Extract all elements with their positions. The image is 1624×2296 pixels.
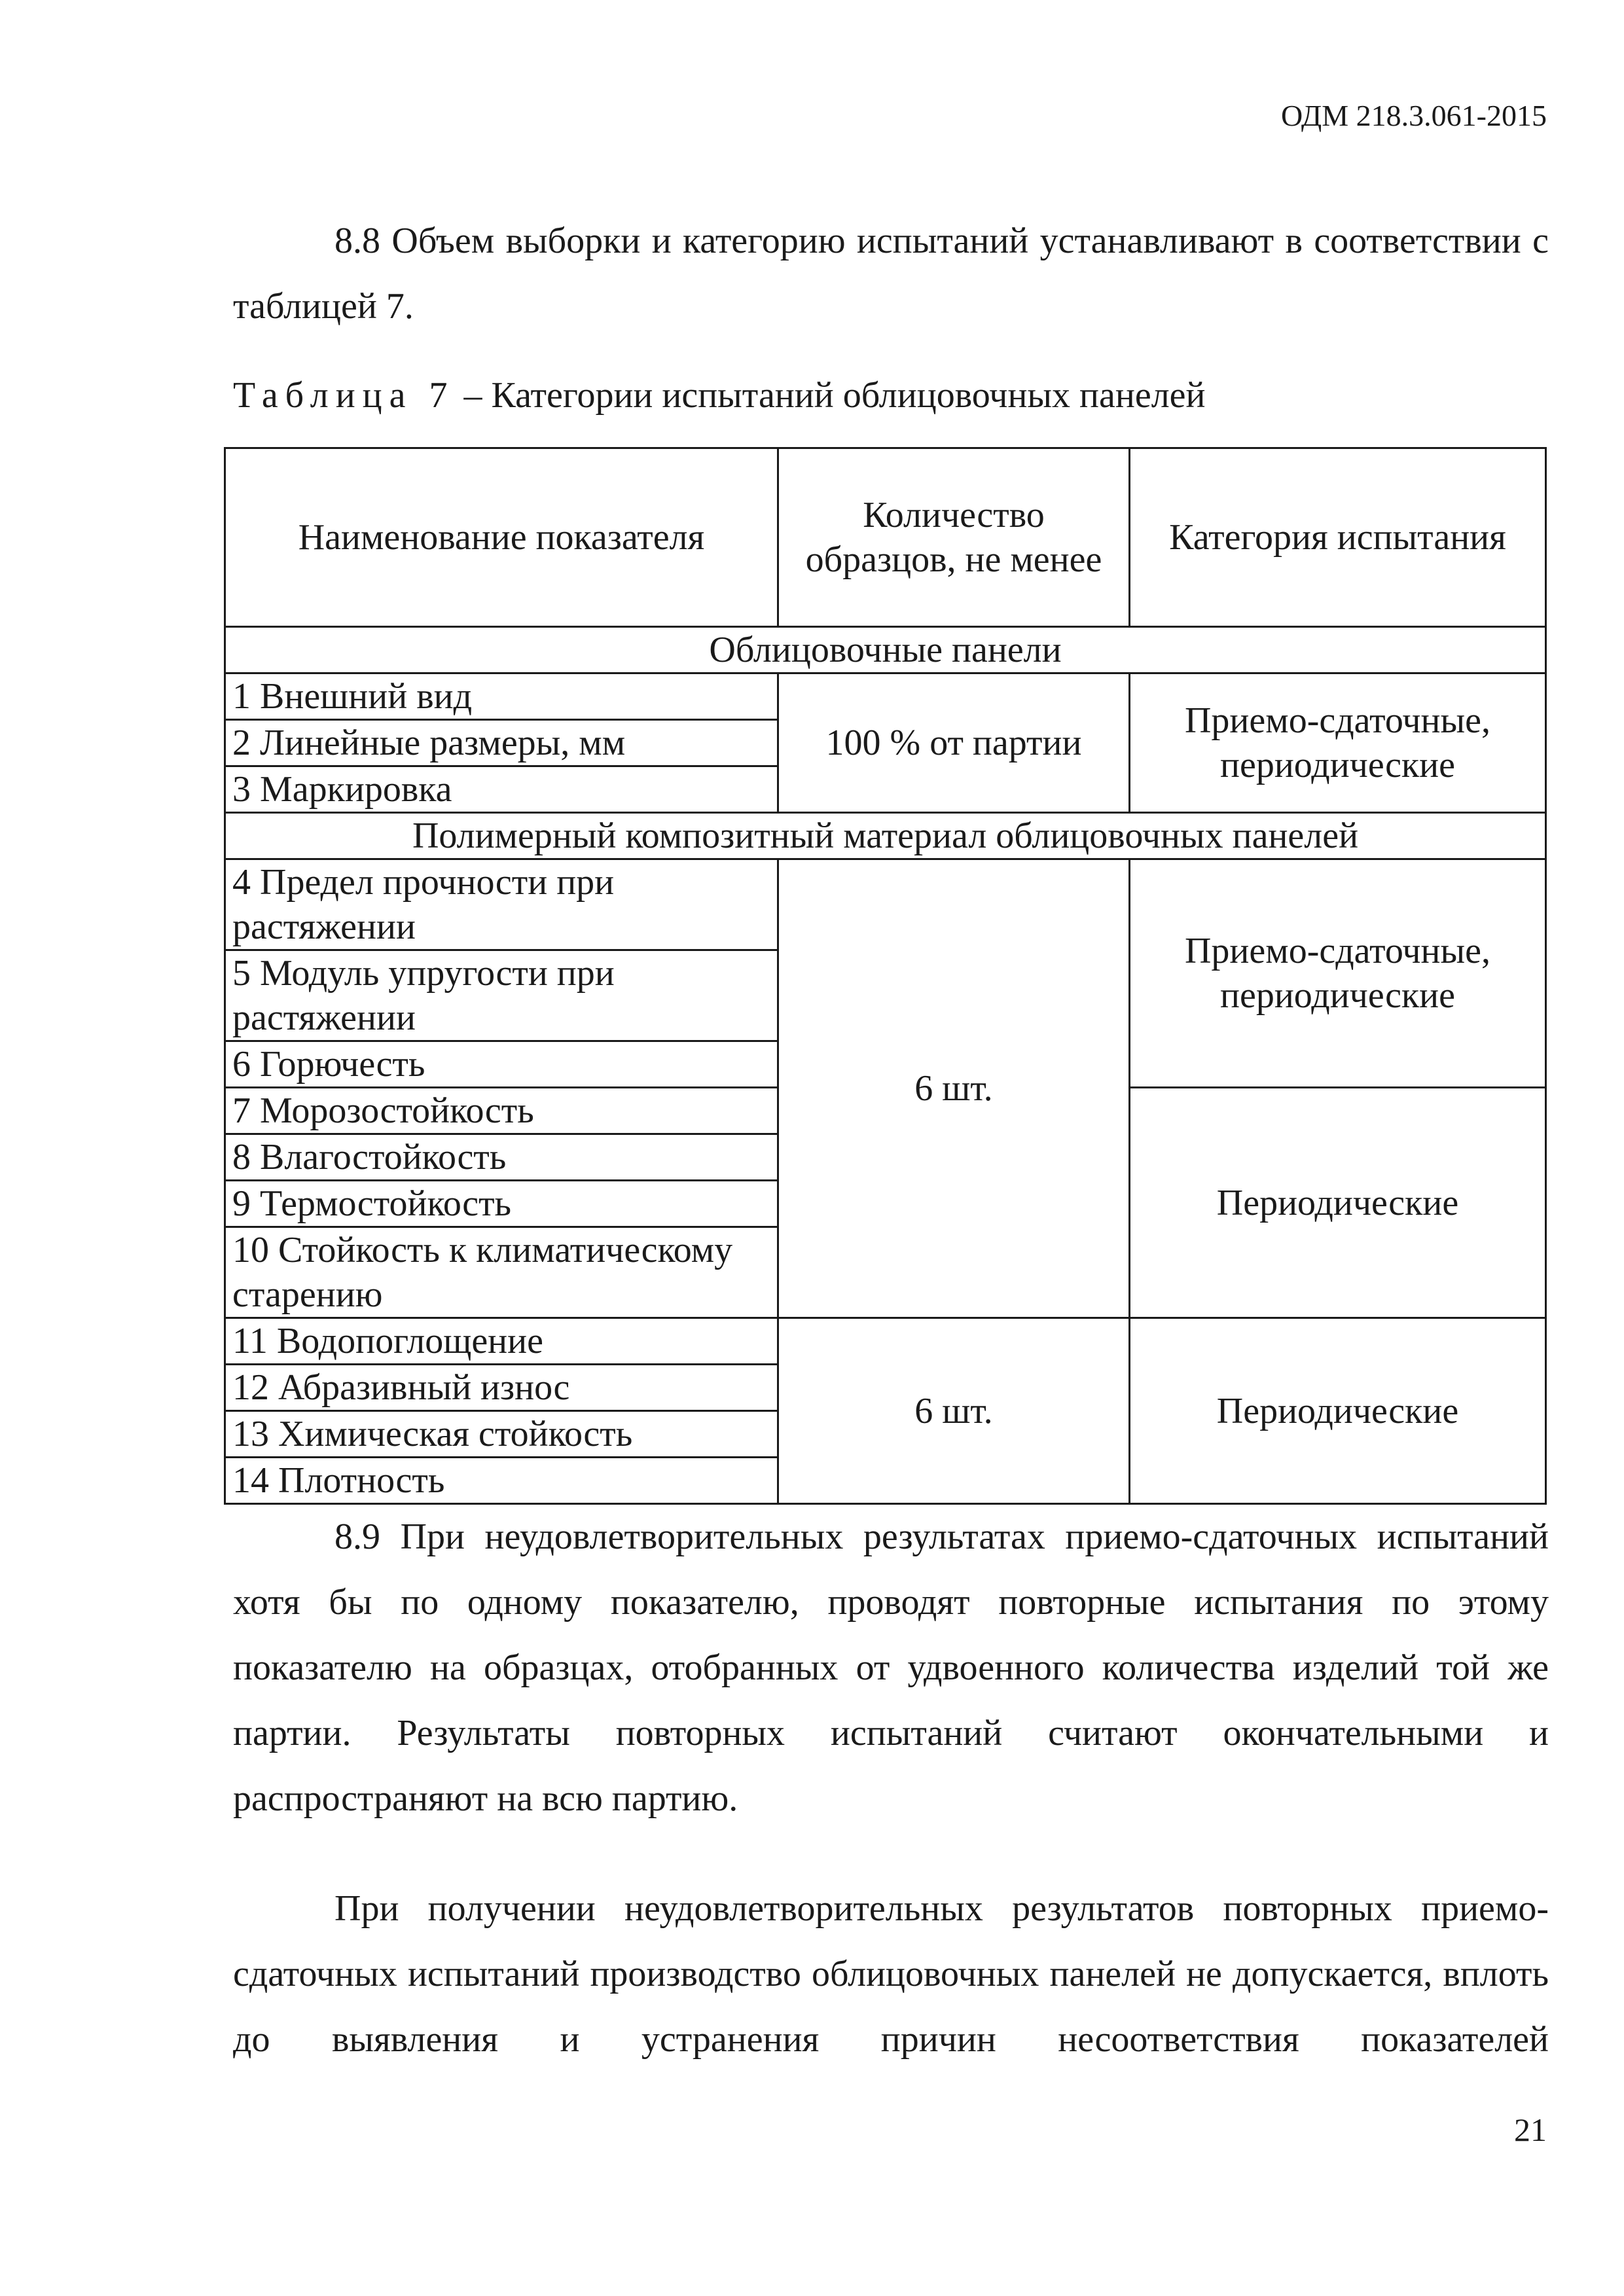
document-code: ОДМ 218.3.061-2015 <box>1280 99 1547 132</box>
table-row <box>225 673 1546 720</box>
section-title-material: Полимерный композитный материал облицовочных панелей <box>225 813 1546 859</box>
column-header-category: Категория испытания <box>1130 448 1546 627</box>
indicator-cell: 1 Внешний вид <box>225 673 778 720</box>
indicator-cell: 4 Предел прочности при растяжении <box>225 859 778 950</box>
indicator-cell: 7 Морозостойкость <box>225 1088 778 1134</box>
quantity-cell: 6 шт. <box>778 859 1130 1318</box>
table-caption-label: Таблица 7 <box>233 375 455 416</box>
table-row <box>225 859 1546 950</box>
column-header-quantity: Количество образцов, не менее <box>778 448 1130 627</box>
indicator-cell: 10 Стойкость к климатическому старению <box>225 1227 778 1318</box>
paragraph-continuation: При получении неудовлетворительных результатов повторных приемо-сдаточных испытаний производство облицовочных панелей не допускается, вплоть до выявления и устранения причин несоответствия показателей <box>233 1888 1549 2060</box>
section-title-panels: Облицовочные панели <box>225 627 1546 673</box>
indicator-cell: 5 Модуль упругости при растяжении <box>225 950 778 1041</box>
table-caption-text: – Категории испытаний облицовочных панелей <box>463 375 1206 416</box>
section-row <box>225 627 1546 673</box>
category-cell: Приемо-сдаточные, периодические <box>1130 859 1546 1088</box>
indicator-cell: 12 Абразивный износ <box>225 1365 778 1411</box>
indicator-cell: 11 Водопоглощение <box>225 1318 778 1365</box>
table-row <box>225 1318 1546 1365</box>
indicator-cell: 13 Химическая стойкость <box>225 1411 778 1458</box>
paragraph-8-9: 8.9 При неудовлетворительных результатах приемо-сдаточных испытаний хотя бы по одному показателю, проводят повторные испытания по этому показателю на образцах, отобранных от удвоенного количества изделий той же партии. Результаты повторных испытаний считают окончательными и распространяют на всю партию. <box>233 1516 1549 1819</box>
indicator-cell: 8 Влагостойкость <box>225 1134 778 1181</box>
indicator-cell: 14 Плотность <box>225 1458 778 1504</box>
category-cell: Приемо-сдаточные, периодические <box>1130 673 1546 813</box>
page-number: 21 <box>1514 2111 1547 2148</box>
category-cell: Периодические <box>1130 1088 1546 1318</box>
category-cell: Периодические <box>1130 1318 1546 1504</box>
column-header-indicator: Наименование показателя <box>225 448 778 627</box>
quantity-cell: 6 шт. <box>778 1318 1130 1504</box>
table-7 <box>224 447 1547 1505</box>
indicator-cell: 9 Термостойкость <box>225 1181 778 1227</box>
quantity-cell: 100 % от партии <box>778 673 1130 813</box>
indicator-cell: 6 Горючесть <box>225 1041 778 1088</box>
table-header-row <box>225 448 1546 627</box>
indicator-cell: 2 Линейные размеры, мм <box>225 720 778 766</box>
indicator-cell: 3 Маркировка <box>225 766 778 813</box>
table-caption <box>233 374 1205 416</box>
paragraph-8-8: 8.8 Объем выборки и категорию испытаний устанавливают в соответствии с таблицей 7. <box>233 221 1549 327</box>
section-row <box>225 813 1546 859</box>
